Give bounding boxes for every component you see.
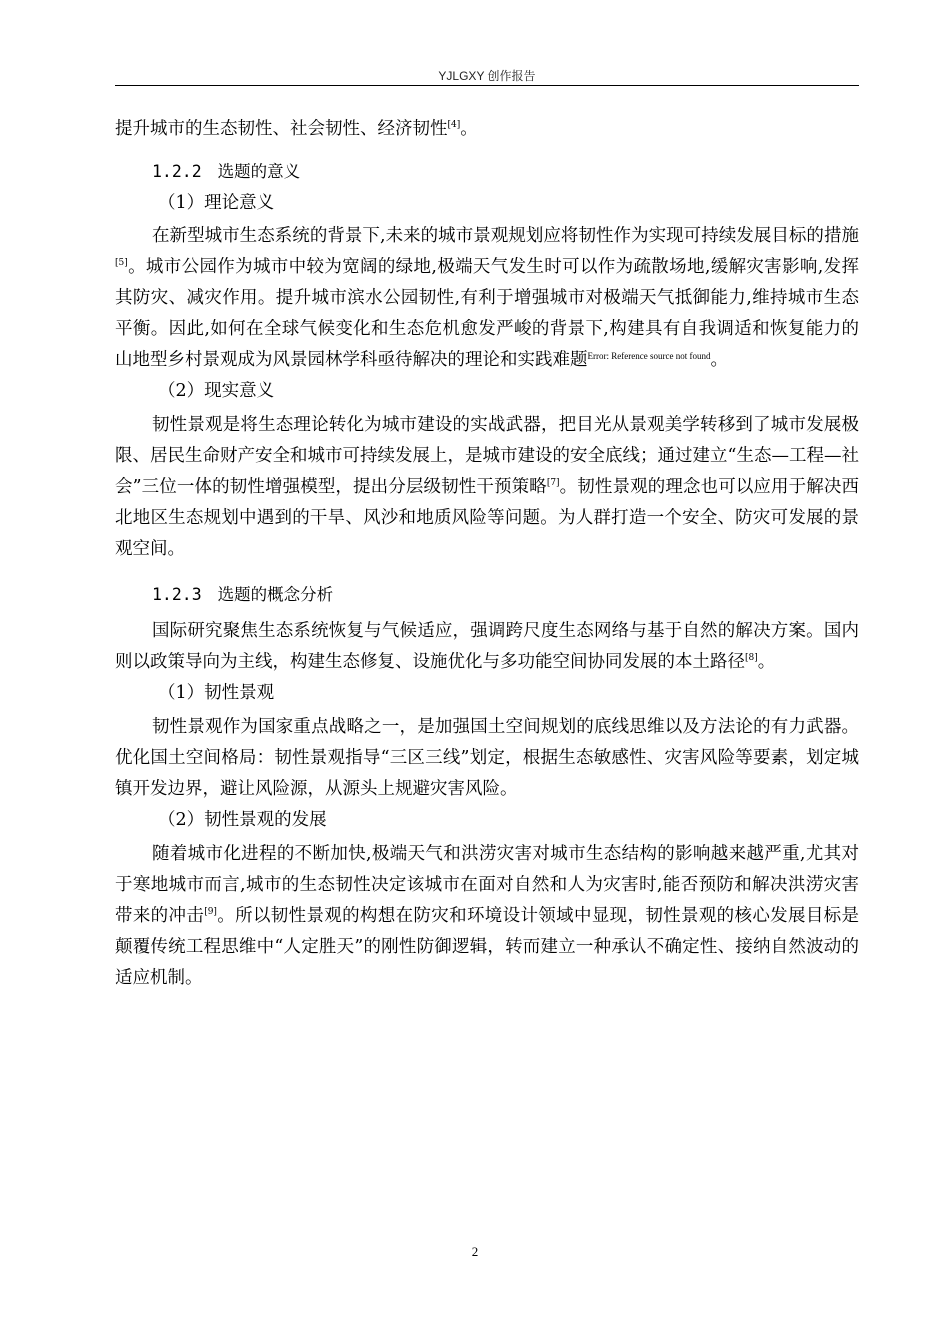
paragraph-text: 。城市公园作为城市中较为宽阔的绿地,极端天气发生时可以作为疏散场地,缓解灾害影响,发挥其防灾、减灾作用。提升城市滨水公园韧性,有利于增强城市对极端天气抵御能力,维持城市生态平衡。因此,如何在全球气候变化和生态危机愈发严峻的背景下,构建具有自我调适和恢复能力的山地型乡村景观成为风景园林学科亟待解决的理论和实践难题 <box>115 257 859 370</box>
section-title: 选题的概念分析 <box>217 585 334 604</box>
paragraph: 韧性景观作为国家重点战略之一，是加强国土空间规划的底线思维以及方法论的有力武器。优化国土空间格局：韧性景观指导“三区三线”划定，根据生态敏感性、灾害风险等要素，划定城镇开发边界，避让风险源，从源头上规避灾害风险。 <box>115 717 859 799</box>
paragraph-text: 。 <box>757 652 776 672</box>
subheading: （1）韧性景观 <box>158 683 275 703</box>
citation: [5] <box>115 258 128 269</box>
paragraph-text: 。韧性景观的理念也可以应用于解决西北地区生态规划中遇到的干旱、风沙和地质风险等问题。为人群打造一个安全、防灾可发展的景观空间。 <box>115 477 860 559</box>
paragraph-text: 。所以韧性景观的构想在防灾和环境设计领域中显现，韧性景观的核心发展目标是颠覆传统工程思维中“人定胜天”的刚性防御逻辑，转而建立一种承认不确定性、接纳自然波动的适应机制。 <box>115 906 860 988</box>
section-heading-1-2-2 <box>115 156 859 187</box>
paragraph <box>115 221 859 376</box>
paragraph-text: 国际研究聚焦生态系统恢复与气候适应，强调跨尺度生态网络与基于自然的解决方案。国内则以政策导向为主线，构建生态修复、设施优化与多功能空间协同发展的本土路径 <box>115 621 859 672</box>
paragraph-text: 随着城市化进程的不断加快,极端天气和洪涝灾害对城市生态结构的影响越来越严重,尤其对于寒地城市而言,城市的生态韧性决定该城市在面对自然和人为灾害时,能否预防和解决洪涝灾害带来的冲击 <box>115 844 859 926</box>
paragraph-text: 韧性景观是将生态理论转化为城市建设的实战武器，把目光从景观美学转移到了城市发展极限、居民生命财产安全和城市可持续发展上，是城市建设的安全底线；通过建立“生态—工程—社会”三位一体的韧性增强模型，提出分层级韧性干预策略 <box>115 415 859 497</box>
citation: [8] <box>745 653 758 664</box>
document-body <box>115 114 859 994</box>
broken-reference: Error: Reference source not found <box>587 351 711 361</box>
paragraph <box>115 839 859 994</box>
paragraph-text: 提升城市的生态韧性、社会韧性、经济韧性 <box>115 119 448 139</box>
page-header: YJLGXY 创作报告 <box>438 69 536 83</box>
subheading: （2）韧性景观的发展 <box>158 810 327 830</box>
paragraph-text: 。 <box>460 119 478 139</box>
section-number: 1.2.2 <box>152 162 202 181</box>
section-heading-1-2-3 <box>115 579 859 610</box>
paragraph <box>115 410 859 565</box>
paragraph-text: 在新型城市生态系统的背景下,未来的城市景观规划应将韧性作为实现可持续发展目标的措施 <box>152 226 859 246</box>
section-title: 选题的意义 <box>217 162 301 181</box>
page-number: 2 <box>471 1244 479 1259</box>
header-rule <box>115 85 859 86</box>
subheading: （2）现实意义 <box>158 381 275 401</box>
citation: [9] <box>204 907 217 918</box>
citation: [7] <box>546 478 560 489</box>
paragraph-text: 。 <box>710 350 728 370</box>
section-number: 1.2.3 <box>152 585 202 604</box>
subheading: （1）理论意义 <box>158 193 275 213</box>
paragraph <box>115 616 859 678</box>
citation: [4] <box>447 120 461 131</box>
paragraph <box>115 114 859 145</box>
